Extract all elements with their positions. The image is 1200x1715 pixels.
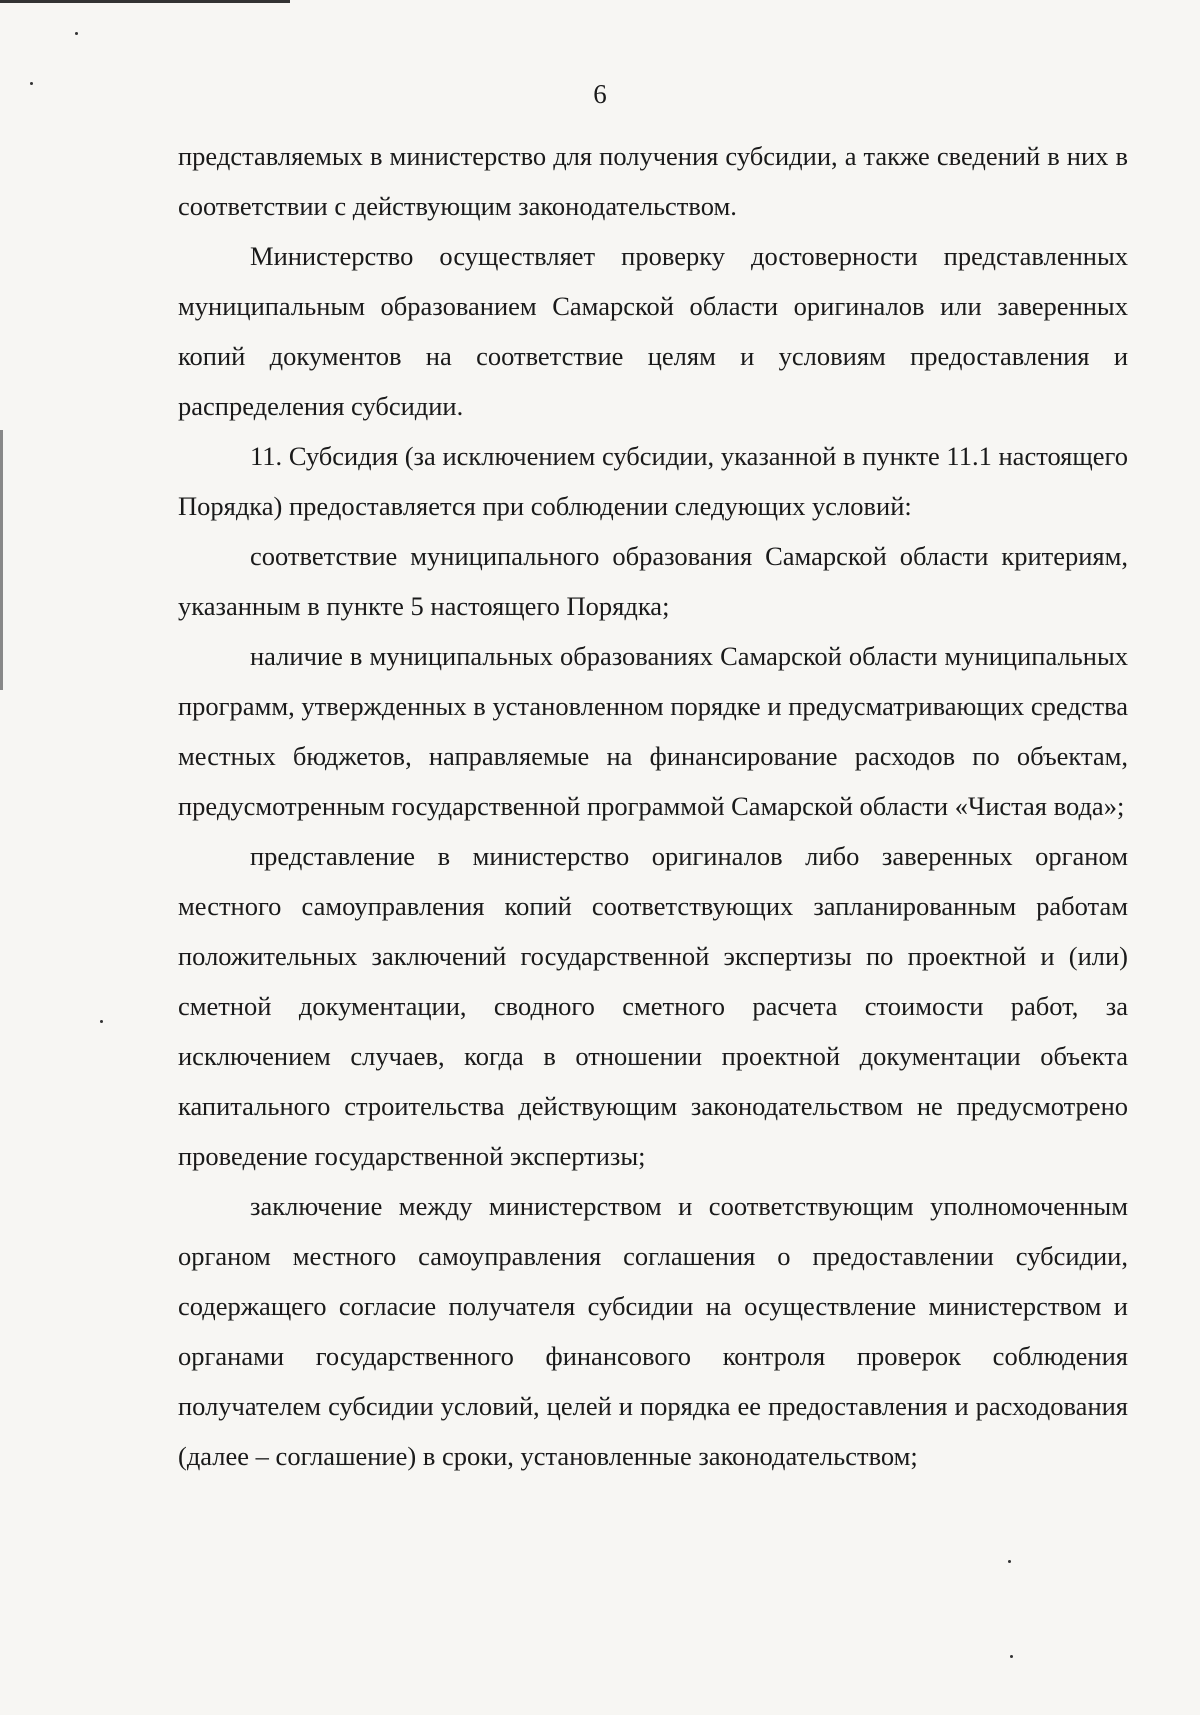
paragraph: наличие в муниципальных образованиях Самарской области муниципальных программ, утвержденных в установленном порядке и предусматривающих средства местных бюджетов, направляемые на финансирование расходов по объектам, предусмотренным государственной программой Самарской области «Чистая вода»;	[178, 641, 1128, 821]
paragraph: 11. Субсидия (за исключением субсидии, указанной в пункте 11.1 настоящего Порядка) предоставляется при соблюдении следующих условий:	[178, 441, 1128, 521]
page-number: 6	[593, 79, 607, 109]
scan-speck	[1008, 1560, 1011, 1563]
paragraph: заключение между министерством и соответствующим уполномоченным органом местного самоуправления соглашения о предоставлении субсидии, содержащего согласие получателя субсидии на осуществление министерством и органами государственного финансового контроля проверок соблюдения получателем субсидии условий, целей и порядка ее предоставления и расходования (далее – соглашение) в сроки, установленные законодательством;	[178, 1191, 1128, 1471]
scan-edge-mark	[0, 0, 290, 3]
scan-speck	[75, 32, 78, 35]
paragraph: Министерство осуществляет проверку достоверности представленных муниципальным образованием Самарской области оригиналов или заверенных копий документов на соответствие целям и условиям предоставления и распределения субсидии.	[178, 241, 1128, 421]
paragraph: представление в министерство оригиналов либо заверенных органом местного самоуправления копий соответствующих запланированным работам положительных заключений государственной экспертизы по проектной и (или) сметной документации, сводного сметного расчета стоимости работ, за исключением случаев, когда в отношении проектной документации объекта капитального строительства действующим законодательством не предусмотрено проведение государственной экспертизы;	[178, 841, 1128, 1171]
scan-speck	[1010, 1655, 1013, 1658]
document-body	[178, 131, 1128, 1481]
paragraph: представляемых в министерство для получения субсидии, а также сведений в них в соответствии с действующим законодательством.	[178, 141, 1128, 221]
scan-margin-shadow	[0, 430, 3, 690]
scan-speck	[100, 1020, 103, 1023]
paragraph: соответствие муниципального образования Самарской области критериям, указанным в пункте 5 настоящего Порядка;	[178, 541, 1128, 621]
